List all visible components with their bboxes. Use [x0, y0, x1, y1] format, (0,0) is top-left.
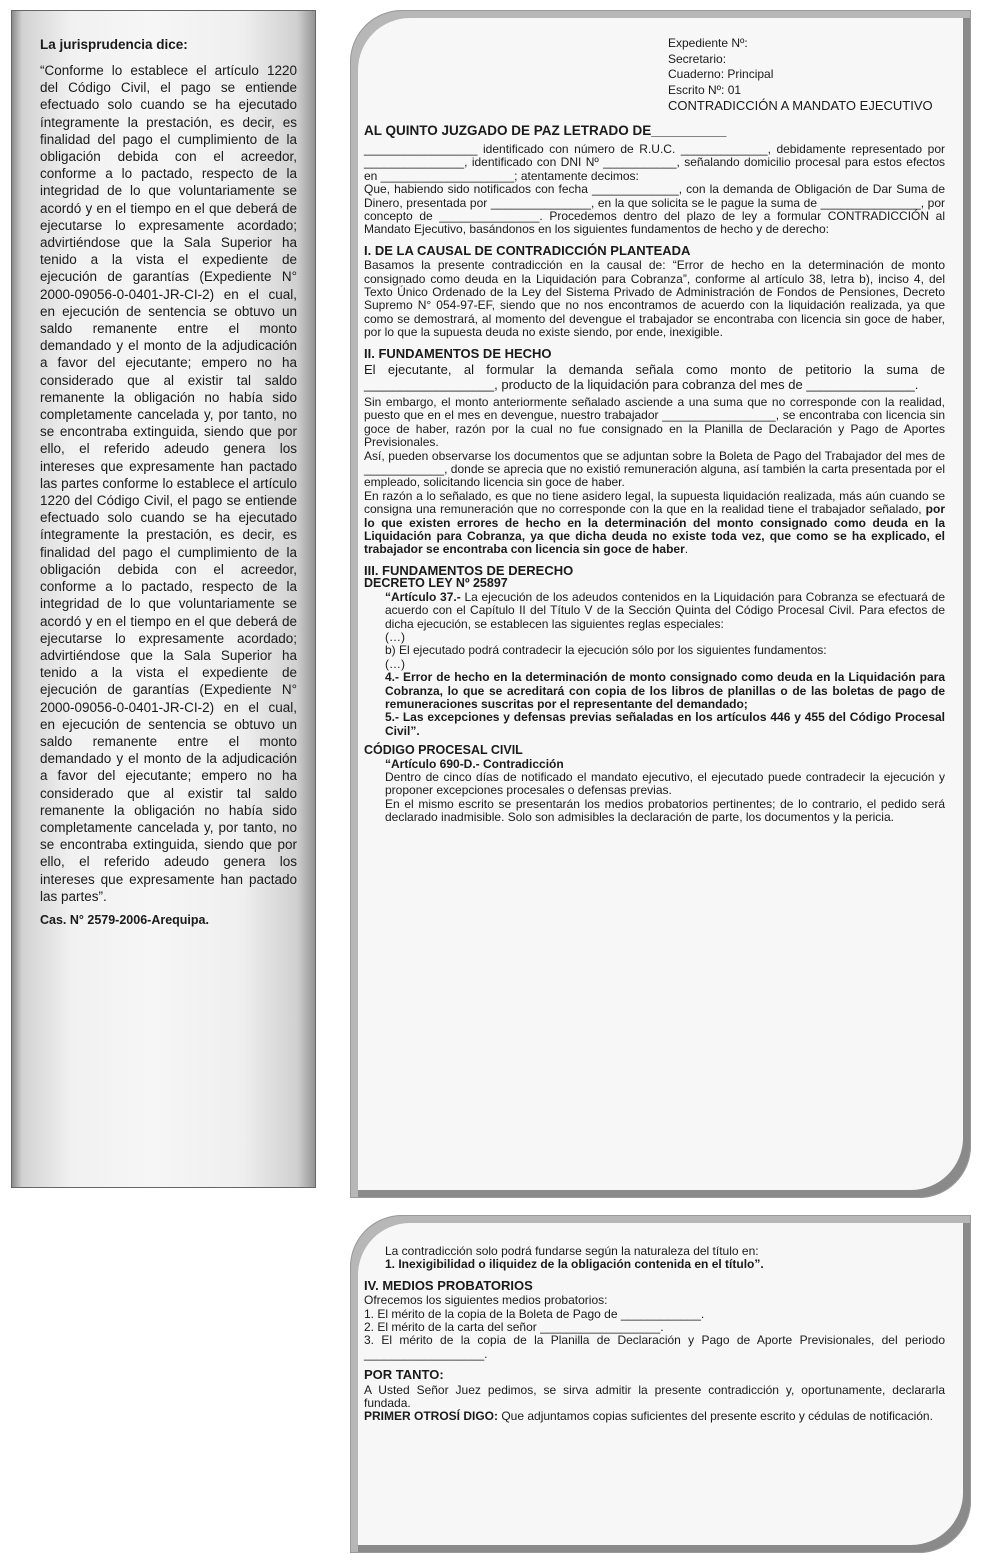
- article-690-paragraph-2: En el mismo escrito se presentarán los medios probatorios pertinentes; de lo contrario, el pedido será declarado inadmisible. Solo son admisibles la declaración de parte, los documentos y la pericia.: [385, 796, 945, 825]
- article-690-block: [385, 758, 945, 825]
- document-panel-main: [350, 10, 971, 1198]
- contradiction-item-1: 1. Inexigibilidad o iliquidez de la obligación contenida en el título”.: [385, 1257, 764, 1272]
- document-header: [668, 36, 945, 114]
- section-2-paragraph-4: [364, 490, 945, 557]
- section-2-paragraph-4-text: En razón a lo señalado, es que no tiene asidero legal, la supuesta liquidación realizada, más aún cuando se consigna una remuneración que no corresponde con la que en la realidad tiene el trabajador señalado,: [364, 488, 945, 517]
- otrosi-text: Que adjuntamos copias suficientes del presente escrito y cédulas de notificación.: [498, 1409, 933, 1424]
- section-2-paragraph-1: El ejecutante, al formular la demanda señala como monto de petitorio la suma de __________________, producto de la liquidación para cobranza del mes de _______________.: [364, 362, 945, 392]
- section-1-title: I. DE LA CAUSAL DE CONTRADICCIÓN PLANTEADA: [364, 242, 691, 258]
- escrito-label: Escrito Nº: 01: [668, 82, 742, 97]
- section-4-title: IV. MEDIOS PROBATORIOS: [364, 1277, 533, 1293]
- article-37-paragraph: [385, 591, 945, 631]
- article-37-block: [385, 591, 945, 738]
- article-690-paragraph-1: Dentro de cinco días de notificado el mandato ejecutivo, el ejecutado puede contradecir la ejecución y proponer excepciones procesales o defensas previas.: [385, 769, 945, 798]
- ellipsis: (…): [385, 656, 405, 671]
- section-3-title: III. FUNDAMENTOS DE DERECHO: [364, 562, 574, 578]
- jurisprudence-sidebar: [11, 10, 316, 1188]
- sidebar-quote: “Conforme lo establece el artículo 1220 del Código Civil, el pago se entiende efectuado solo cuando se ha ejecutado íntegramente la prestación, es decir, es finalidad del pago el cumplimiento de la obligación debida con el acreedor, conforme a lo pactado, respecto de la integridad de lo que voluntariamente se acordó y en el tiempo en el que deberá de ejecutarse lo expresamente acordado; advirtiéndose que la Sala Superior ha tenido a la vista el expediente de ejecución de garantías (Expediente N° 2000-09056-0-0401-JR-CI-2) en el cual, en ejecución de sentencia se obtuvo un saldo remanente entre el monto demandado y el monto de la adjudicación a favor del ejecutante; empero no ha considerado que al existir tal saldo remanente la obligación no había sido completamente cancelada y, por tanto, no se encontraba extinguida, siendo que por ello, el referido adeudo genera los intereses que expresamente han pactado las partes conforme lo establece el artículo 1220 del Código Civil, el pago se entiende efectuado solo cuando se ha ejecutado íntegramente la prestación, es decir, es finalidad del pago el cumplimiento de la obligación debida con el acreedor, conforme a lo pactado, respecto de la integridad de lo que voluntariamente se acordó y en el tiempo en el que deberá de ejecutarse lo expresamente acordado; advirtiéndose que la Sala Superior ha tenido a la vista el expediente de ejecución de garantías (Expediente N° 2000-09056-0-0401-JR-CI-2) en el cual, en ejecución de sentencia se obtuvo un saldo remanente entre el monto demandado y el monto de la adjudicación a favor del ejecutante; empero no ha considerado que al existir tal saldo remanente la obligación no había sido completamente cancelada y, por tanto, no se encontraba extinguida, siendo que por ello, el referido adeudo genera los intereses que expresamente han pactado las partes”.: [40, 63, 297, 904]
- law-decreto-title: DECRETO LEY Nº 25897: [364, 576, 508, 591]
- secretario-label: Secretario:: [668, 51, 727, 66]
- sidebar-title: La jurisprudencia dice:: [40, 37, 188, 52]
- por-tanto-title: POR TANTO:: [364, 1367, 444, 1383]
- otrosi-label: PRIMER OTROSÍ DIGO:: [364, 1409, 499, 1424]
- por-tanto-paragraph: A Usted Señor Juez pedimos, se sirva admitir la presente contradicción y, oportunamente, declararla fundada.: [364, 1382, 945, 1411]
- evidence-item-3: 3. El mérito de la copia de la Planilla de Declaración y Pago de Aporte Previsionales, del periodo __________________.: [364, 1333, 945, 1361]
- contradiction-continued: [385, 1245, 945, 1272]
- law-cpc-title: CÓDIGO PROCESAL CIVIL: [364, 743, 523, 758]
- otrosi-paragraph: [364, 1410, 945, 1423]
- ellipsis: (…): [385, 629, 405, 644]
- contradiction-paragraph: La contradicción solo podrá fundarse según la naturaleza del título en:: [385, 1244, 759, 1258]
- section-2-title: II. FUNDAMENTOS DE HECHO: [364, 345, 552, 361]
- article-37-item-b: b) El ejecutado podrá contradecir la ejecución sólo por los siguientes fundamentos:: [385, 643, 827, 658]
- evidence-item-2: 2. El mérito de la carta del señor __________________.: [364, 1320, 664, 1335]
- section-1-paragraph: Basamos la presente contradicción en la causal de: “Error de hecho en la determinación de monto consignado como deuda en la Liquidación para Cobranza”, conforme al artículo 38, letra b), inciso 4, del Texto Único Ordenado de la Ley del Sistema Privado de Administración de Fondos de Pensiones, Decreto Supremo N° 054-97-EF, siendo que no nos encontramos de acuerdo con la liquidación realizada, ya que como se demostrará, al momento del devengue el trabajador se encontraba con licencia sin goce de haber, por lo que la supuesta deuda no existe siendo, por ende, inexigible.: [364, 258, 945, 340]
- article-37-text: La ejecución de los adeudos contenidos en la Liquidación para Cobranza se efectuará de acuerdo con el Capítulo II del Título V de la Sección Quinta del Código Procesal Civil. Para efectos de dicha ejecución, se establecen las siguientes reglas especiales:: [385, 589, 945, 631]
- article-37-item-4: 4.- Error de hecho en la determinación de monto consignado como deuda en la Liquidación para Cobranza, lo que se acreditará con copia de los libros de planillas o de las boletas de pago de remuneraciones suscritas por el representante del demandado;: [385, 670, 945, 711]
- document-title: CONTRADICCIÓN A MANDATO EJECUTIVO: [668, 98, 933, 113]
- section-2-paragraph-3: Así, pueden observarse los documentos que se adjuntan sobre la Boleta de Pago del Trabajador del mes de ____________, donde se aprecia que no existió remuneración alguna, así también la carta presentada por el empleado, solicitando licencia sin goce de haber.: [364, 448, 945, 490]
- section-4-intro: Ofrecemos los siguientes medios probatorios:: [364, 1293, 608, 1308]
- article-690-label: “Artículo 690-D.- Contradicción: [385, 756, 564, 771]
- court-addressee: AL QUINTO JUZGADO DE PAZ LETRADO DE__________: [364, 122, 727, 138]
- section-2-paragraph-2: Sin embargo, el monto anteriormente señalado asciende a una suma que no corresponde con la realidad, puesto que en el mes en devengue, nuestro trabajador _________________, se encontraba con licencia sin goce de haber, razón por la cual no fue consignado en la Planilla de Declaración y Pago de Aportes Previsionales.: [364, 395, 945, 450]
- section-2-paragraph-4-end: .: [684, 542, 689, 557]
- sidebar-citation: Cas. N° 2579-2006-Arequipa.: [40, 912, 209, 927]
- intro-paragraph-2: Que, habiendo sido notificados con fecha _____________, con la demanda de Obligación de Dar Suma de Dinero, presentada por _______________, en la que solicita se le pague la suma de _______________, por concepto de _______________. Procedemos dentro del plazo de ley a formular CONTRADICCIÓN al Mandato Ejecutivo, basándonos en los siguientes fundamentos de hecho y de derecho:: [364, 182, 945, 237]
- article-37-label: “Artículo 37.-: [385, 589, 461, 604]
- intro-paragraph: _________________ identificado con número de R.U.C. _____________, debidamente representado por _______________, identificado con DNI Nº ___________, señalando domicilio procesal para estos efectos en ____________________; atentamente decimos:: [364, 141, 945, 183]
- document-panel-continued: [350, 1215, 971, 1553]
- expediente-label: Expediente Nº:: [668, 36, 748, 50]
- article-37-item-5: 5.- Las excepciones y defensas previas señaladas en los artículos 446 y 455 del Código Procesal Civil”.: [385, 710, 945, 738]
- evidence-item-1: 1. El mérito de la copia de la Boleta de Pago de ____________.: [364, 1306, 705, 1321]
- section-2-paragraph-4-bold: por lo que existen errores de hecho en la determinación del monto consignado como deuda en la Liquidación para Cobranza, ya que dicha deuda no existe toda vez, que como se ha explicado, el trabajador se encontraba con licencia sin goce de haber: [364, 502, 945, 557]
- cuaderno-label: Cuaderno: Principal: [668, 67, 774, 81]
